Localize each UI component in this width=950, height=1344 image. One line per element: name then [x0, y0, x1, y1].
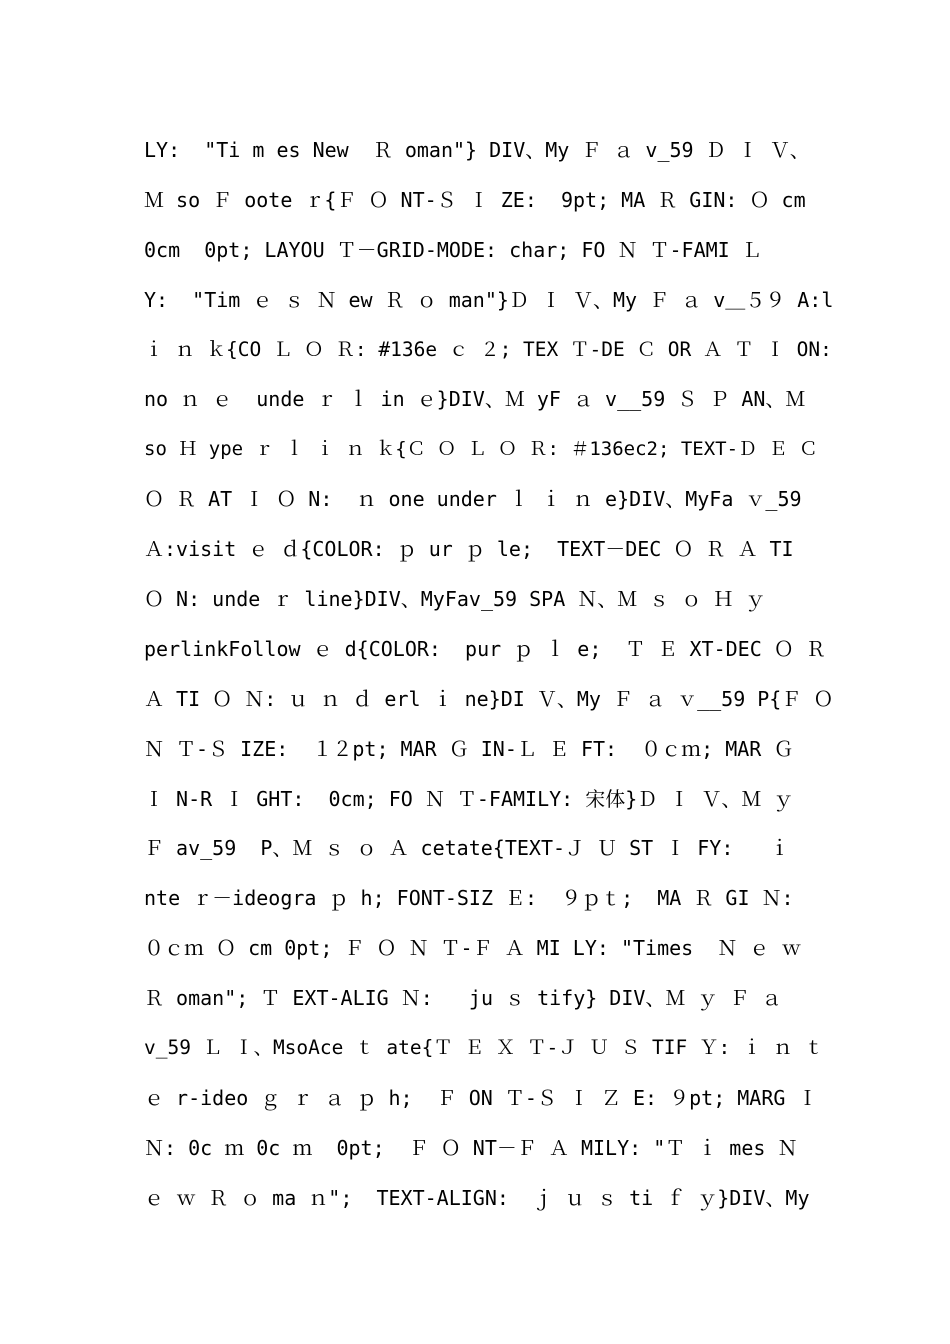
text-line: Ｏ Ｒ AT Ｉ Ｏ N: ｎ one under ｌ ｉ ｎ e}DIV、MyFa ｖ_59: [144, 487, 802, 512]
text-line: ｉ ｎ ｋ{CO Ｌ Ｏ Ｒ: #136e ｃ ２; TEX Ｔ-DE Ｃ OR Ａ Ｔ Ｉ ON:: [144, 337, 832, 361]
text-line: Ｎ Ｔ-Ｓ IZE: １２pt; MAR Ｇ IN-Ｌ Ｅ FT: ０ｃｍ; MAR Ｇ: [144, 736, 794, 761]
text-line: Ｒ oman"; Ｔ EXT-ALIG Ｎ: ju ｓ tify} DIV、Ｍ ｙ Ｆ ａ: [144, 986, 782, 1011]
document-body-text: [144, 130, 834, 1228]
text-line: v_59 Ｌ Ｉ、MsoAce ｔ ate{Ｔ Ｅ Ｘ Ｔ-Ｊ Ｕ Ｓ TIF Ｙ: ｉ ｎ ｔ: [144, 1036, 824, 1060]
text-line: so Ｈ ype ｒ ｌ ｉ ｎ ｋ{Ｃ Ｏ Ｌ Ｏ Ｒ: ＃136ec2; TEXT-Ｄ Ｅ Ｃ: [144, 438, 818, 461]
text-line: no ｎ ｅ unde ｒ ｌ in ｅ}DIV、Ｍ yF ａ v__59 Ｓ Ｐ AN、Ｍ: [144, 387, 806, 412]
text-line: 0cm 0pt; LAYOU Ｔ－GRID-MODE: char; FO Ｎ Ｔ-FAMI Ｌ: [144, 237, 762, 262]
text-line: Ａ:visit ｅ ｄ{COLOR: ｐ ur ｐ le; TEXT－DEC Ｏ Ｒ Ａ TI: [144, 537, 794, 562]
text-line: ｅ ｗ Ｒ ｏ ma ｎ"; TEXT-ALIGN: ｊ ｕ ｓ ti ｆ ｙ}DIV、My: [144, 1185, 810, 1210]
text-line: LY: "Ti m es New Ｒ oman"} DIV、My Ｆ ａ v_59 Ｄ Ｉ Ｖ、: [144, 138, 810, 162]
text-line: perlinkFollow ｅ d{COLOR: pur ｐ ｌ e; Ｔ Ｅ XT-DEC Ｏ Ｒ: [144, 636, 826, 661]
text-line: Ｎ: 0c ｍ 0c ｍ 0pt; Ｆ Ｏ NT－Ｆ Ａ MILY: "Ｔ ｉ mes Ｎ: [144, 1135, 798, 1160]
text-line: Ｍ so Ｆ oote ｒ{Ｆ Ｏ NT-Ｓ Ｉ ZE: 9pt; MA Ｒ GIN: Ｏ cm: [144, 187, 806, 212]
text-line: nte ｒ－ideogra ｐ h; FONT-SIZ Ｅ: ９ｐｔ; MA Ｒ GI Ｎ:: [144, 886, 794, 911]
text-line: ｅ r-ideo ｇ ｒ ａ ｐ h; Ｆ ON Ｔ-Ｓ Ｉ Ｚ E: ９pt; MARG Ｉ: [144, 1085, 818, 1110]
text-line: Ａ TI Ｏ Ｎ: ｕ ｎ ｄ erl ｉ ne}DI Ｖ、My Ｆ ａ ｖ__59 P{Ｆ Ｏ: [144, 686, 834, 711]
text-line: Ｉ N-R Ｉ GHT: 0cm; FO Ｎ Ｔ-FAMILY: 宋体}Ｄ Ｉ Ｖ、Ｍ ｙ: [144, 786, 794, 811]
text-line: Ｏ N: unde ｒ line}DIV、MyFav_59 SPA Ｎ、Ｍ ｓ ｏ Ｈ ｙ: [144, 587, 766, 612]
text-line: ０ｃｍ Ｏ cm 0pt; Ｆ Ｏ Ｎ Ｔ-Ｆ Ａ MI LY: "Times Ｎ ｅ ｗ: [144, 936, 802, 961]
text-line: Y: "Tim ｅ ｓ Ｎ ew Ｒ ｏ man"}Ｄ Ｉ Ｖ、My Ｆ ａ v＿５９ A:l: [144, 287, 834, 312]
text-line: Ｆ av_59 P、Ｍ ｓ ｏ Ａ cetate{TEXT-Ｊ Ｕ ST Ｉ FY: ｉ: [144, 836, 790, 861]
